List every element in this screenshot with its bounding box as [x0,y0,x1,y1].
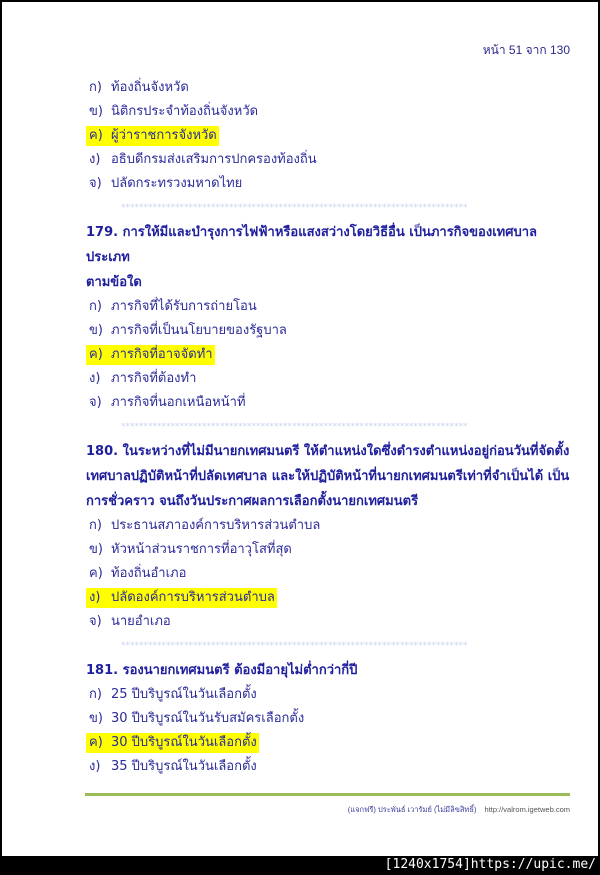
option-text: อธิบดีกรมส่งเสริมการปกครองท้องถิ่น [111,152,317,167]
question-text: การชั่วคราว จนถึงวันประกาศผลการเลือกตั้งนายกเทศมนตรี [86,494,419,509]
option-text: หัวหน้าส่วนราชการที่อาวุโสที่สุด [111,542,292,557]
option-text: 35 ปีบริบูรณ์ในวันเลือกตั้ง [111,759,257,774]
option-text: ประธานสภาองค์การบริหารส่วนตำบล [111,518,321,533]
option-label: ก) [89,299,102,314]
option-text: ภารกิจที่นอกเหนือหน้าที่ [111,395,246,410]
option-body [89,104,258,119]
answer-option [86,514,576,538]
option-text: ท้องถิ่นอำเภอ [111,566,187,581]
answer-option [86,343,576,367]
footer-rule [85,793,570,796]
option-text: ปลัดกระทรวงมหาดไทย [111,176,243,191]
watermark-bar [0,856,600,875]
option-body [89,711,304,726]
footer [348,804,570,816]
answer-option [86,586,576,610]
question-text: ตามข้อใด [86,275,142,290]
option-body [89,395,246,410]
answer-option [86,562,576,586]
answer-option [86,755,576,779]
option-label: ข) [89,542,103,557]
option-label: ง) [89,371,101,386]
option-label: ก) [89,80,102,95]
correct-answer-highlight [86,588,277,608]
question-text: 180. ในระหว่างที่ไม่มีนายกเทศมนตรี ให้ตำแหน่งใดซึ่งดำรงตำแหน่งอยู่ก่อนวันที่จัดตั้ง [86,444,570,459]
separator-line: ***************************************************************************** [121,422,468,432]
correct-answer-highlight [86,345,215,365]
answer-option [86,76,576,100]
option-body [89,176,242,191]
option-body [89,614,171,629]
question-content [86,76,576,779]
option-body [89,759,257,774]
option-label: ง) [89,759,101,774]
option-body [89,566,186,581]
separator-line: ***************************************************************************** [121,203,468,213]
answer-option [86,148,576,172]
option-body [89,687,257,702]
footer-url[interactable]: http://valrom.igetweb.com [484,805,570,814]
option-label: ข) [89,711,103,726]
option-label: ค) [89,566,103,581]
answer-option [86,391,576,415]
option-label: จ) [89,614,102,629]
answer-option [86,731,576,755]
answer-option [86,100,576,124]
option-text: ภารกิจที่ต้องทำ [111,371,197,386]
option-label: ง) [89,590,101,605]
option-text: ปลัดองค์การบริหารส่วนตำบล [111,590,275,605]
option-body [89,152,317,167]
answer-option [86,295,576,319]
answer-option [86,319,576,343]
option-body [89,371,196,386]
correct-answer-highlight [86,126,219,146]
option-text: 30 ปีบริบูรณ์ในวันรับสมัครเลือกตั้ง [111,711,305,726]
option-label: ก) [89,518,102,533]
document-page [2,2,598,856]
footer-credit: (แจกฟรี) ประพันธ์ เวารัมย์ (ไม่มีลิขสิทธิ์) [347,805,477,814]
answer-option [86,367,576,391]
question-text: 181. รองนายกเทศมนตรี ต้องมีอายุไม่ต่ำกว่ากี่ปี [86,663,358,678]
option-body [89,299,257,314]
option-body [89,323,287,338]
option-label: ข) [89,104,103,119]
option-label: ค) [89,347,103,362]
option-text: นายอำเภอ [111,614,171,629]
option-text: ท้องถิ่นจังหวัด [111,80,189,95]
option-label: ง) [89,152,101,167]
answer-option [86,707,576,731]
watermark-text: [1240x1754]https://upic.me/ [384,857,596,872]
option-text: ภารกิจที่เป็นนโยบายของรัฐบาล [111,323,287,338]
option-text: ภารกิจที่ได้รับการถ่ายโอน [111,299,257,314]
answer-option [86,683,576,707]
option-text: ผู้ว่าราชการจังหวัด [111,128,217,143]
page-number: หน้า 51 จาก 130 [482,43,570,57]
option-label: ข) [89,323,103,338]
question-text: 179. การให้มีและบำรุงการไฟฟ้าหรือแสงสว่างโดยวิธีอื่น เป็นภารกิจของเทศบาลประเภท [86,225,537,265]
option-label: จ) [89,395,102,410]
option-label: จ) [89,176,102,191]
option-body [89,518,320,533]
answer-option [86,538,576,562]
answer-option [86,610,576,634]
option-text: นิติกรประจำท้องถิ่นจังหวัด [111,104,259,119]
option-label: ค) [89,735,103,750]
option-text: ภารกิจที่อาจจัดทำ [111,347,213,362]
question-text: เทศบาลปฏิบัติหน้าที่ปลัดเทศบาล และให้ปฏิบัติหน้าที่นายกเทศมนตรีเท่าที่จำเป็นได้ เป็น [86,469,570,484]
separator-line: ***************************************************************************** [121,641,468,651]
option-text: 25 ปีบริบูรณ์ในวันเลือกตั้ง [111,687,257,702]
option-body [89,542,292,557]
option-label: ค) [89,128,103,143]
option-text: 30 ปีบริบูรณ์ในวันเลือกตั้ง [111,735,257,750]
option-label: ก) [89,687,102,702]
answer-option [86,124,576,148]
correct-answer-highlight [86,733,259,753]
option-body [89,80,189,95]
answer-option [86,172,576,196]
